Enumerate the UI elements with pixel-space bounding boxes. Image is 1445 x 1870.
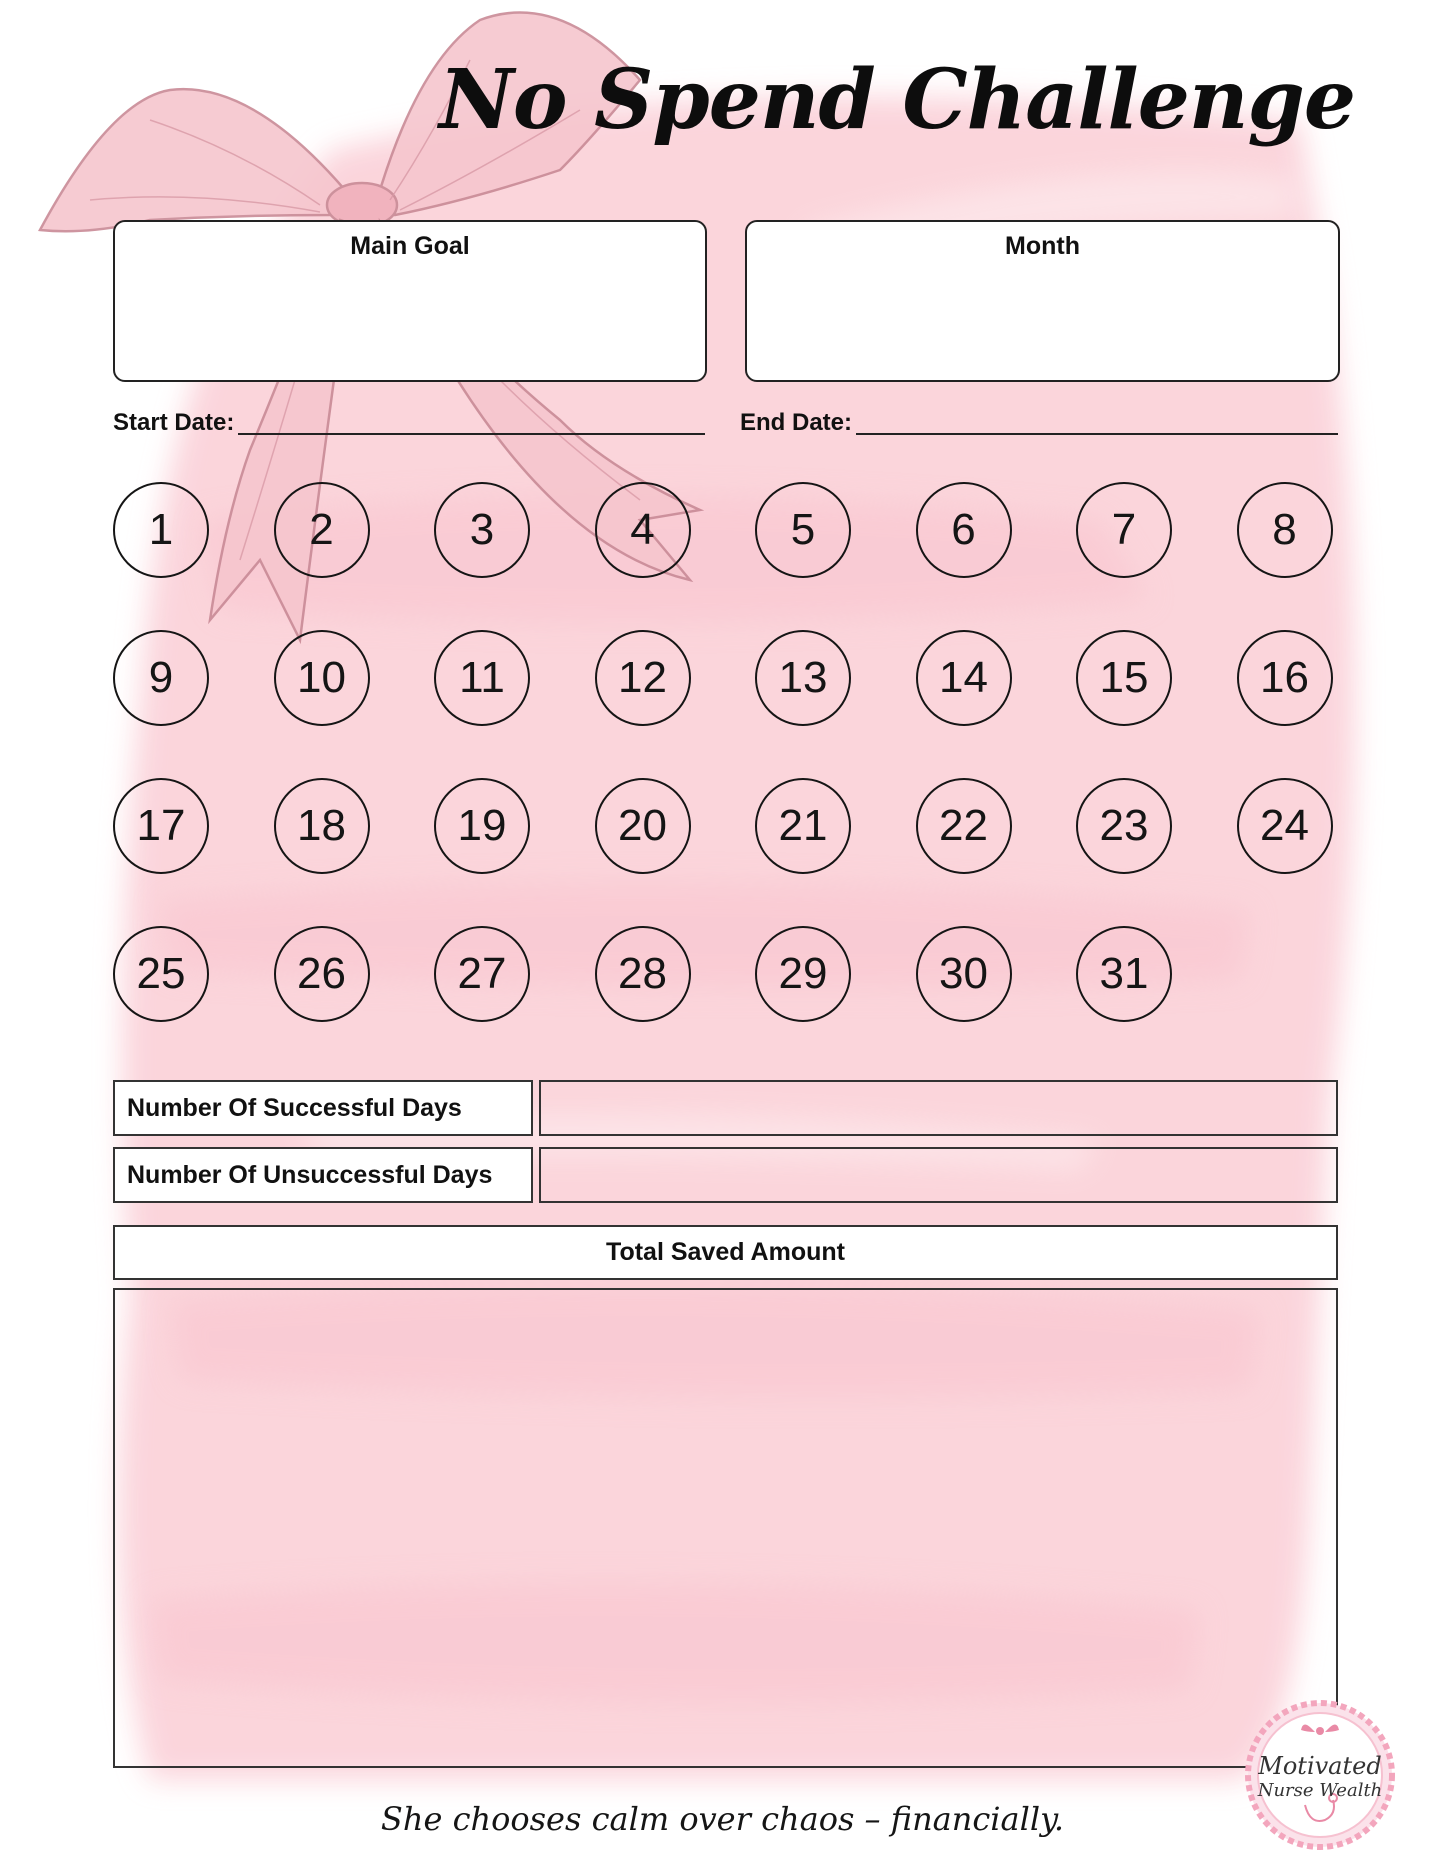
day-circle-13[interactable]: 13 <box>755 630 851 726</box>
start-date-field[interactable] <box>113 405 705 437</box>
day-circle-23[interactable]: 23 <box>1076 778 1172 874</box>
logo-line-1: Motivated <box>1258 1752 1382 1780</box>
day-circle-20[interactable]: 20 <box>595 778 691 874</box>
month-label: Month <box>1005 232 1080 260</box>
unsuccessful-days-field[interactable] <box>539 1147 1338 1203</box>
main-goal-box[interactable] <box>113 220 707 382</box>
day-circle-5[interactable]: 5 <box>755 482 851 578</box>
day-circle-19[interactable]: 19 <box>434 778 530 874</box>
day-circle-22[interactable]: 22 <box>916 778 1012 874</box>
month-box[interactable] <box>745 220 1340 382</box>
day-circle-16[interactable]: 16 <box>1237 630 1333 726</box>
end-date-label: End Date: <box>740 409 853 436</box>
day-circle-25[interactable]: 25 <box>113 926 209 1022</box>
logo-line-2: Nurse Wealth <box>1257 1780 1383 1801</box>
unsuccessful-days-label: Number Of Unsuccessful Days <box>113 1147 533 1203</box>
successful-days-field[interactable] <box>539 1080 1338 1136</box>
day-circle-10[interactable]: 10 <box>274 630 370 726</box>
total-saved-area[interactable] <box>113 1288 1338 1768</box>
day-circle-4[interactable]: 4 <box>595 482 691 578</box>
day-circle-31[interactable]: 31 <box>1076 926 1172 1022</box>
day-circle-9[interactable]: 9 <box>113 630 209 726</box>
day-circle-17[interactable]: 17 <box>113 778 209 874</box>
total-saved-header: Total Saved Amount <box>113 1225 1338 1280</box>
tagline: She chooses calm over chaos – financially. <box>380 1800 1065 1838</box>
start-date-label: Start Date: <box>113 409 235 436</box>
page-title: No Spend Challenge <box>438 52 1355 148</box>
day-circle-28[interactable]: 28 <box>595 926 691 1022</box>
main-goal-label: Main Goal <box>350 232 470 260</box>
day-circle-8[interactable]: 8 <box>1237 482 1333 578</box>
start-date-rule <box>238 433 705 435</box>
day-circle-2[interactable]: 2 <box>274 482 370 578</box>
day-circle-15[interactable]: 15 <box>1076 630 1172 726</box>
day-circle-18[interactable]: 18 <box>274 778 370 874</box>
end-date-field[interactable] <box>740 405 1338 437</box>
day-circle-7[interactable]: 7 <box>1076 482 1172 578</box>
brand-logo <box>1245 1700 1395 1850</box>
day-circle-30[interactable]: 30 <box>916 926 1012 1022</box>
day-circle-26[interactable]: 26 <box>274 926 370 1022</box>
day-circle-27[interactable]: 27 <box>434 926 530 1022</box>
day-circle-3[interactable]: 3 <box>434 482 530 578</box>
day-circle-6[interactable]: 6 <box>916 482 1012 578</box>
end-date-rule <box>856 433 1338 435</box>
day-circle-29[interactable]: 29 <box>755 926 851 1022</box>
day-circle-21[interactable]: 21 <box>755 778 851 874</box>
day-circle-24[interactable]: 24 <box>1237 778 1333 874</box>
successful-days-label: Number Of Successful Days <box>113 1080 533 1136</box>
day-circle-1[interactable]: 1 <box>113 482 209 578</box>
day-tracker-grid <box>113 482 1338 1032</box>
day-circle-12[interactable]: 12 <box>595 630 691 726</box>
day-circle-11[interactable]: 11 <box>434 630 530 726</box>
day-circle-14[interactable]: 14 <box>916 630 1012 726</box>
